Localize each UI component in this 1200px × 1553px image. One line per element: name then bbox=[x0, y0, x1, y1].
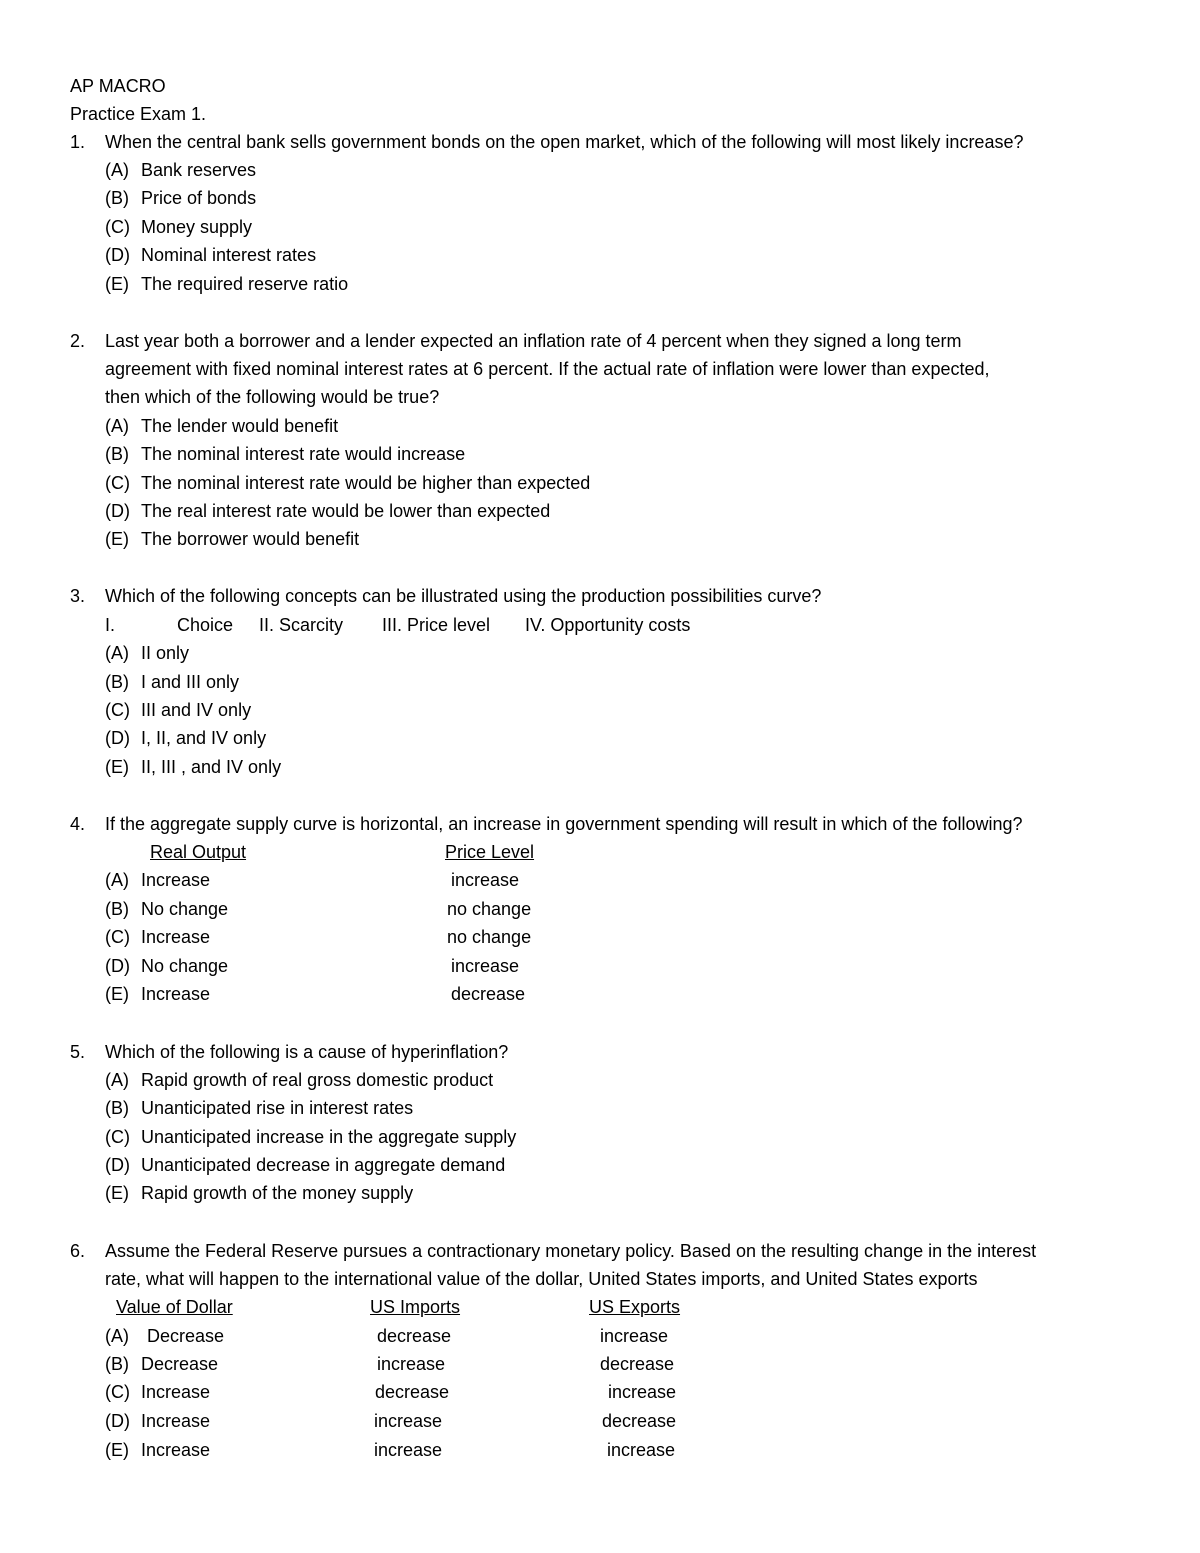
option-letter: (E) bbox=[105, 1440, 129, 1460]
option-text: I, II, and IV only bbox=[141, 728, 267, 748]
option-letter: (C) bbox=[105, 473, 130, 493]
us-imports-value: decrease bbox=[377, 1326, 452, 1346]
question-1-number: 1. bbox=[70, 132, 86, 152]
question-5-stem: Which of the following is a cause of hyperinflation? bbox=[105, 1042, 509, 1062]
price-level-value: increase bbox=[451, 870, 520, 890]
option-letter: (A) bbox=[105, 1070, 129, 1090]
option-text: Unanticipated decrease in aggregate demand bbox=[141, 1155, 506, 1175]
column-header-value-of-dollar: Value of Dollar bbox=[116, 1297, 233, 1317]
option-letter: (B) bbox=[105, 1098, 129, 1118]
option-letter: (D) bbox=[105, 501, 130, 521]
us-exports-value: decrease bbox=[602, 1411, 677, 1431]
option-letter: (D) bbox=[105, 245, 130, 265]
option-text: Price of bonds bbox=[141, 188, 257, 208]
question-2-stem-line-3: then which of the following would be true? bbox=[105, 387, 440, 407]
option-letter: (A) bbox=[105, 870, 129, 890]
question-2-stem-line-2: agreement with fixed nominal interest rates at 6 percent. If the actual rate of inflation were lower than expected, bbox=[105, 359, 990, 379]
price-level-value: increase bbox=[451, 956, 520, 976]
price-level-value: no change bbox=[447, 899, 532, 919]
option-letter: (C) bbox=[105, 927, 130, 947]
value-of-dollar-value: Decrease bbox=[141, 1354, 219, 1374]
question-3-stem: Which of the following concepts can be illustrated using the production possibilities curve? bbox=[105, 586, 822, 606]
option-letter: (B) bbox=[105, 444, 129, 464]
option-letter: (B) bbox=[105, 672, 129, 692]
option-letter: (E) bbox=[105, 984, 129, 1004]
option-letter: (C) bbox=[105, 1382, 130, 1402]
option-text: The required reserve ratio bbox=[141, 274, 349, 294]
q3-item-1-numeral: I. bbox=[105, 615, 116, 635]
question-2-stem-line-1: Last year both a borrower and a lender expected an inflation rate of 4 percent when they signed a long term bbox=[105, 331, 962, 351]
option-text: III and IV only bbox=[141, 700, 252, 720]
option-letter: (A) bbox=[105, 416, 129, 436]
price-level-value: no change bbox=[447, 927, 532, 947]
option-text: Rapid growth of the money supply bbox=[141, 1183, 414, 1203]
option-letter: (A) bbox=[105, 1326, 129, 1346]
us-imports-value: increase bbox=[374, 1411, 443, 1431]
option-text: II, III , and IV only bbox=[141, 757, 282, 777]
option-text: Unanticipated increase in the aggregate supply bbox=[141, 1127, 517, 1147]
option-letter: (D) bbox=[105, 1411, 130, 1431]
real-output-value: Increase bbox=[141, 870, 211, 890]
option-letter: (C) bbox=[105, 1127, 130, 1147]
option-text: The borrower would benefit bbox=[141, 529, 360, 549]
question-5-number: 5. bbox=[70, 1042, 86, 1062]
real-output-value: Increase bbox=[141, 927, 211, 947]
option-text: The lender would benefit bbox=[141, 416, 339, 436]
us-exports-value: increase bbox=[600, 1326, 669, 1346]
column-header-us-imports: US Imports bbox=[370, 1297, 461, 1317]
value-of-dollar-value: Increase bbox=[141, 1440, 211, 1460]
option-letter: (D) bbox=[105, 1155, 130, 1175]
question-4-number: 4. bbox=[70, 814, 86, 834]
real-output-value: No change bbox=[141, 956, 229, 976]
q3-item-3: III. Price level bbox=[382, 615, 491, 635]
option-text: The real interest rate would be lower than expected bbox=[141, 501, 551, 521]
option-letter: (D) bbox=[105, 956, 130, 976]
option-letter: (C) bbox=[105, 700, 130, 720]
option-text: I and III only bbox=[141, 672, 240, 692]
course-title: AP MACRO bbox=[70, 76, 166, 96]
us-imports-value: increase bbox=[377, 1354, 446, 1374]
question-4-stem: If the aggregate supply curve is horizontal, an increase in government spending will result in which of the following? bbox=[105, 814, 1023, 834]
option-letter: (B) bbox=[105, 1354, 129, 1374]
real-output-value: Increase bbox=[141, 984, 211, 1004]
option-letter: (E) bbox=[105, 1183, 129, 1203]
option-text: Bank reserves bbox=[141, 160, 257, 180]
q3-item-1-text: Choice bbox=[177, 615, 234, 635]
exam-title: Practice Exam 1. bbox=[70, 104, 207, 124]
column-header-us-exports: US Exports bbox=[589, 1297, 681, 1317]
option-letter: (C) bbox=[105, 217, 130, 237]
real-output-value: No change bbox=[141, 899, 229, 919]
value-of-dollar-value: Decrease bbox=[147, 1326, 225, 1346]
option-letter: (B) bbox=[105, 899, 129, 919]
option-letter: (D) bbox=[105, 728, 130, 748]
question-6-stem-line-1: Assume the Federal Reserve pursues a contractionary monetary policy. Based on the resulting change in the interest bbox=[105, 1241, 1037, 1261]
option-text: Nominal interest rates bbox=[141, 245, 317, 265]
value-of-dollar-value: Increase bbox=[141, 1411, 211, 1431]
option-letter: (A) bbox=[105, 160, 129, 180]
question-6-number: 6. bbox=[70, 1241, 86, 1261]
question-1-stem: When the central bank sells government bonds on the open market, which of the following will most likely increase? bbox=[105, 132, 1024, 152]
question-6-stem-line-2: rate, what will happen to the international value of the dollar, United States imports, and United States exports bbox=[105, 1269, 978, 1289]
us-exports-value: increase bbox=[607, 1440, 676, 1460]
price-level-value: decrease bbox=[451, 984, 526, 1004]
us-imports-value: decrease bbox=[375, 1382, 450, 1402]
option-text: Money supply bbox=[141, 217, 253, 237]
option-letter: (E) bbox=[105, 529, 129, 549]
option-letter: (E) bbox=[105, 757, 129, 777]
option-text: The nominal interest rate would be higher than expected bbox=[141, 473, 591, 493]
question-2-number: 2. bbox=[70, 331, 86, 351]
us-exports-value: decrease bbox=[600, 1354, 675, 1374]
option-text: Unanticipated rise in interest rates bbox=[141, 1098, 414, 1118]
us-imports-value: increase bbox=[374, 1440, 443, 1460]
value-of-dollar-value: Increase bbox=[141, 1382, 211, 1402]
option-text: II only bbox=[141, 643, 190, 663]
column-header-price-level: Price Level bbox=[445, 842, 535, 862]
option-text: The nominal interest rate would increase bbox=[141, 444, 466, 464]
option-letter: (E) bbox=[105, 274, 129, 294]
q3-item-2: II. Scarcity bbox=[259, 615, 344, 635]
option-letter: (A) bbox=[105, 643, 129, 663]
column-header-real-output: Real Output bbox=[150, 842, 247, 862]
option-text: Rapid growth of real gross domestic product bbox=[141, 1070, 494, 1090]
option-letter: (B) bbox=[105, 188, 129, 208]
q3-item-4: IV. Opportunity costs bbox=[525, 615, 691, 635]
question-3-number: 3. bbox=[70, 586, 86, 606]
us-exports-value: increase bbox=[608, 1382, 677, 1402]
